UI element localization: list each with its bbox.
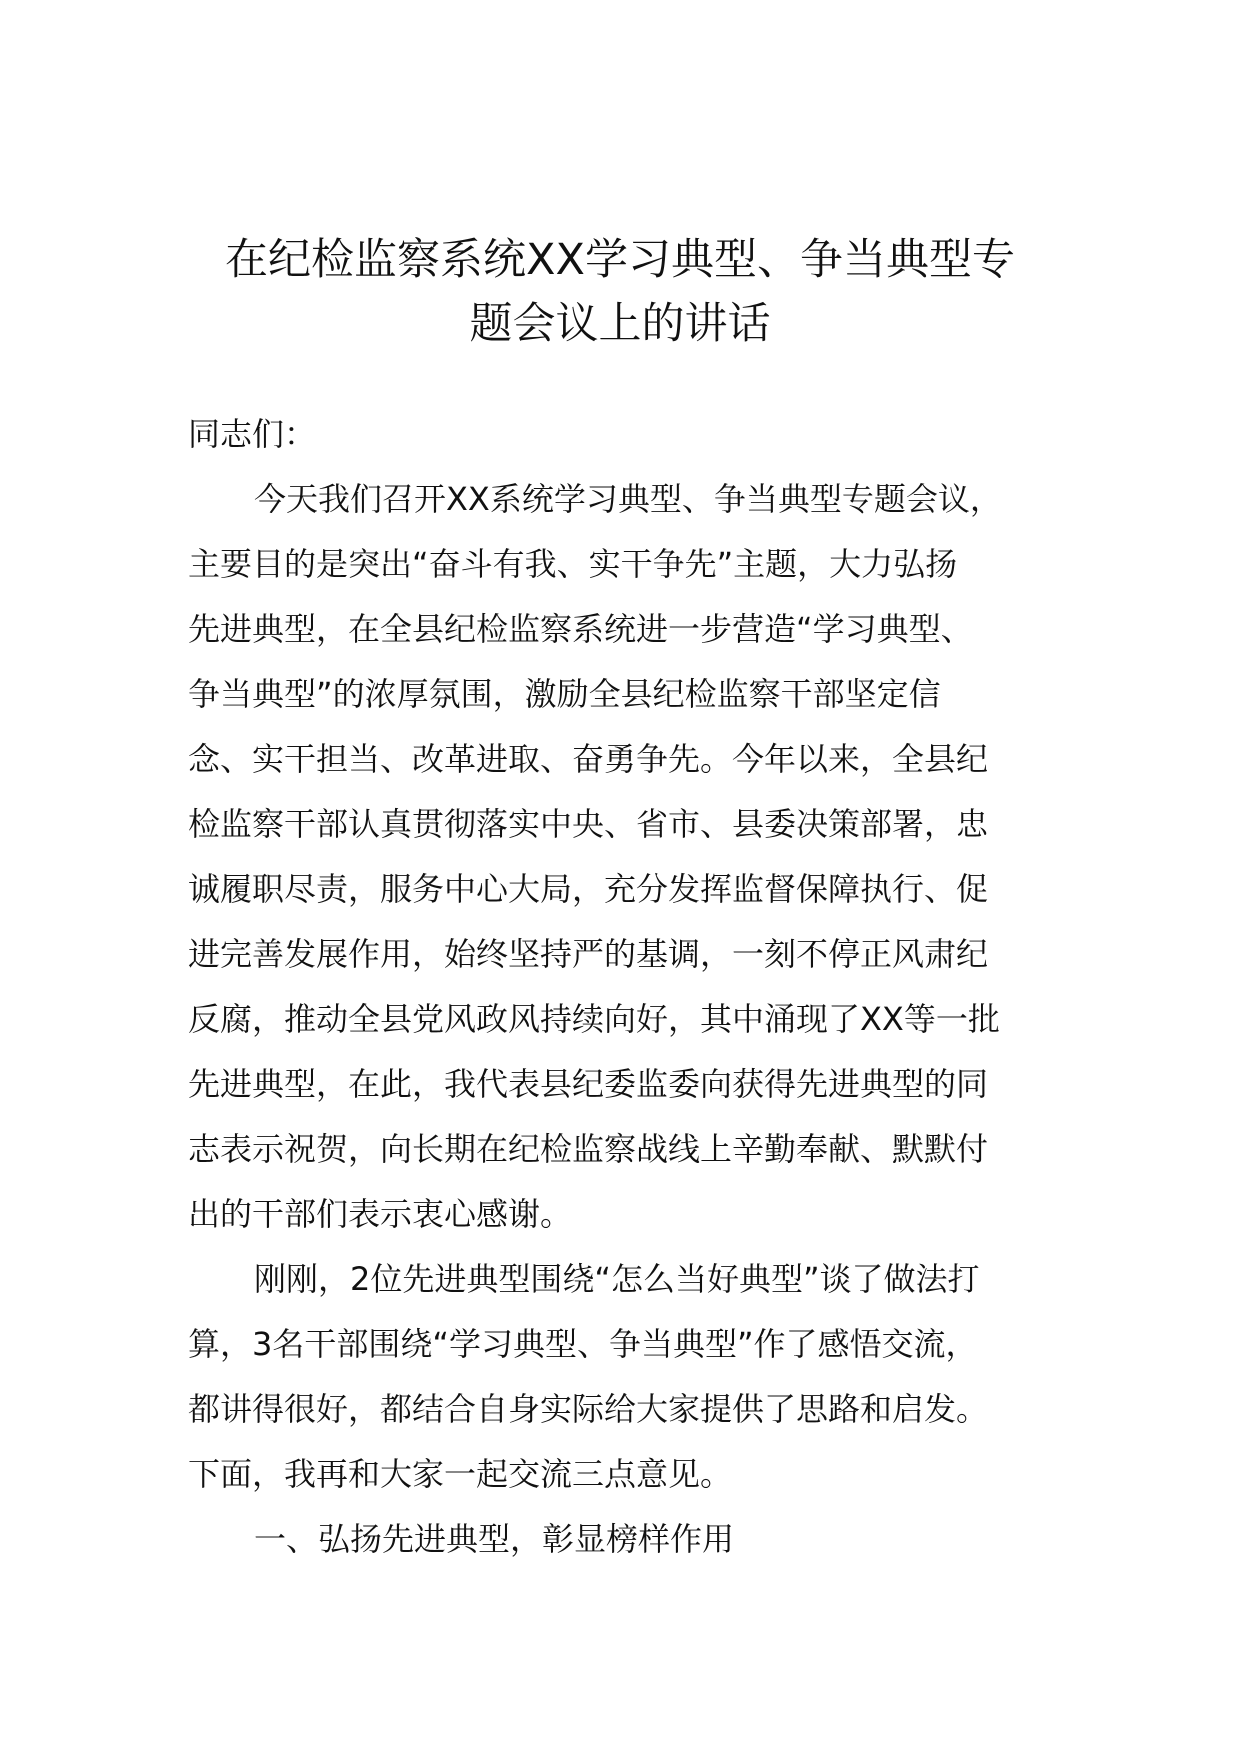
text-line: 都讲得很好，都结合自身实际给大家提供了思路和启发。 <box>188 1390 989 1428</box>
text-line: 算，3名干部围绕“学习典型、争当典型”作了感悟交流， <box>188 1325 978 1363</box>
document-body <box>188 402 1068 1572</box>
title-line: 在纪检监察系统XX学习典型、争当典型专 <box>225 235 1015 285</box>
text-line: 志表示祝贺，向长期在纪检监察战线上辛勤奉献、默默付 <box>188 1130 989 1168</box>
text-line: 刚刚，2位先进典型围绕“怎么当好典型”谈了做法打 <box>254 1260 980 1298</box>
text-line: 检监察干部认真贯彻落实中央、省市、县委决策部署，忠 <box>188 805 989 843</box>
text-line: 反腐，推动全县党风政风持续向好，其中涌现了XX等一批 <box>188 1000 1000 1038</box>
text-line: 争当典型”的浓厚氛围，激励全县纪检监察干部坚定信 <box>188 675 941 713</box>
text-line: 先进典型，在全县纪检监察系统进一步营造“学习典型、 <box>188 610 973 648</box>
text-line: 先进典型，在此，我代表县纪委监委向获得先进典型的同 <box>188 1065 989 1103</box>
text-line: 进完善发展作用，始终坚持严的基调，一刻不停正风肃纪 <box>188 935 989 973</box>
text-line: 主要目的是突出“奋斗有我、实干争先”主题，大力弘扬 <box>188 545 958 583</box>
paragraph-1 <box>188 467 1068 1247</box>
text-line: 诚履职尽责，服务中心大局，充分发挥监督保障执行、促 <box>188 870 989 908</box>
text-line: 下面，我再和大家一起交流三点意见。 <box>188 1455 733 1493</box>
text-line: 出的干部们表示衷心感谢。 <box>188 1195 573 1233</box>
title-line: 题会议上的讲话 <box>469 299 771 349</box>
text-line: 今天我们召开XX系统学习典型、争当典型专题会议， <box>254 480 1002 518</box>
text-line: 念、实干担当、改革进取、奋勇争先。今年以来，全县纪 <box>188 740 989 778</box>
paragraph-2 <box>188 1247 1068 1507</box>
section-heading: 一、弘扬先进典型，彰显榜样作用 <box>254 1520 735 1558</box>
salutation: 同志们： <box>188 415 317 453</box>
document-title <box>150 228 1090 356</box>
